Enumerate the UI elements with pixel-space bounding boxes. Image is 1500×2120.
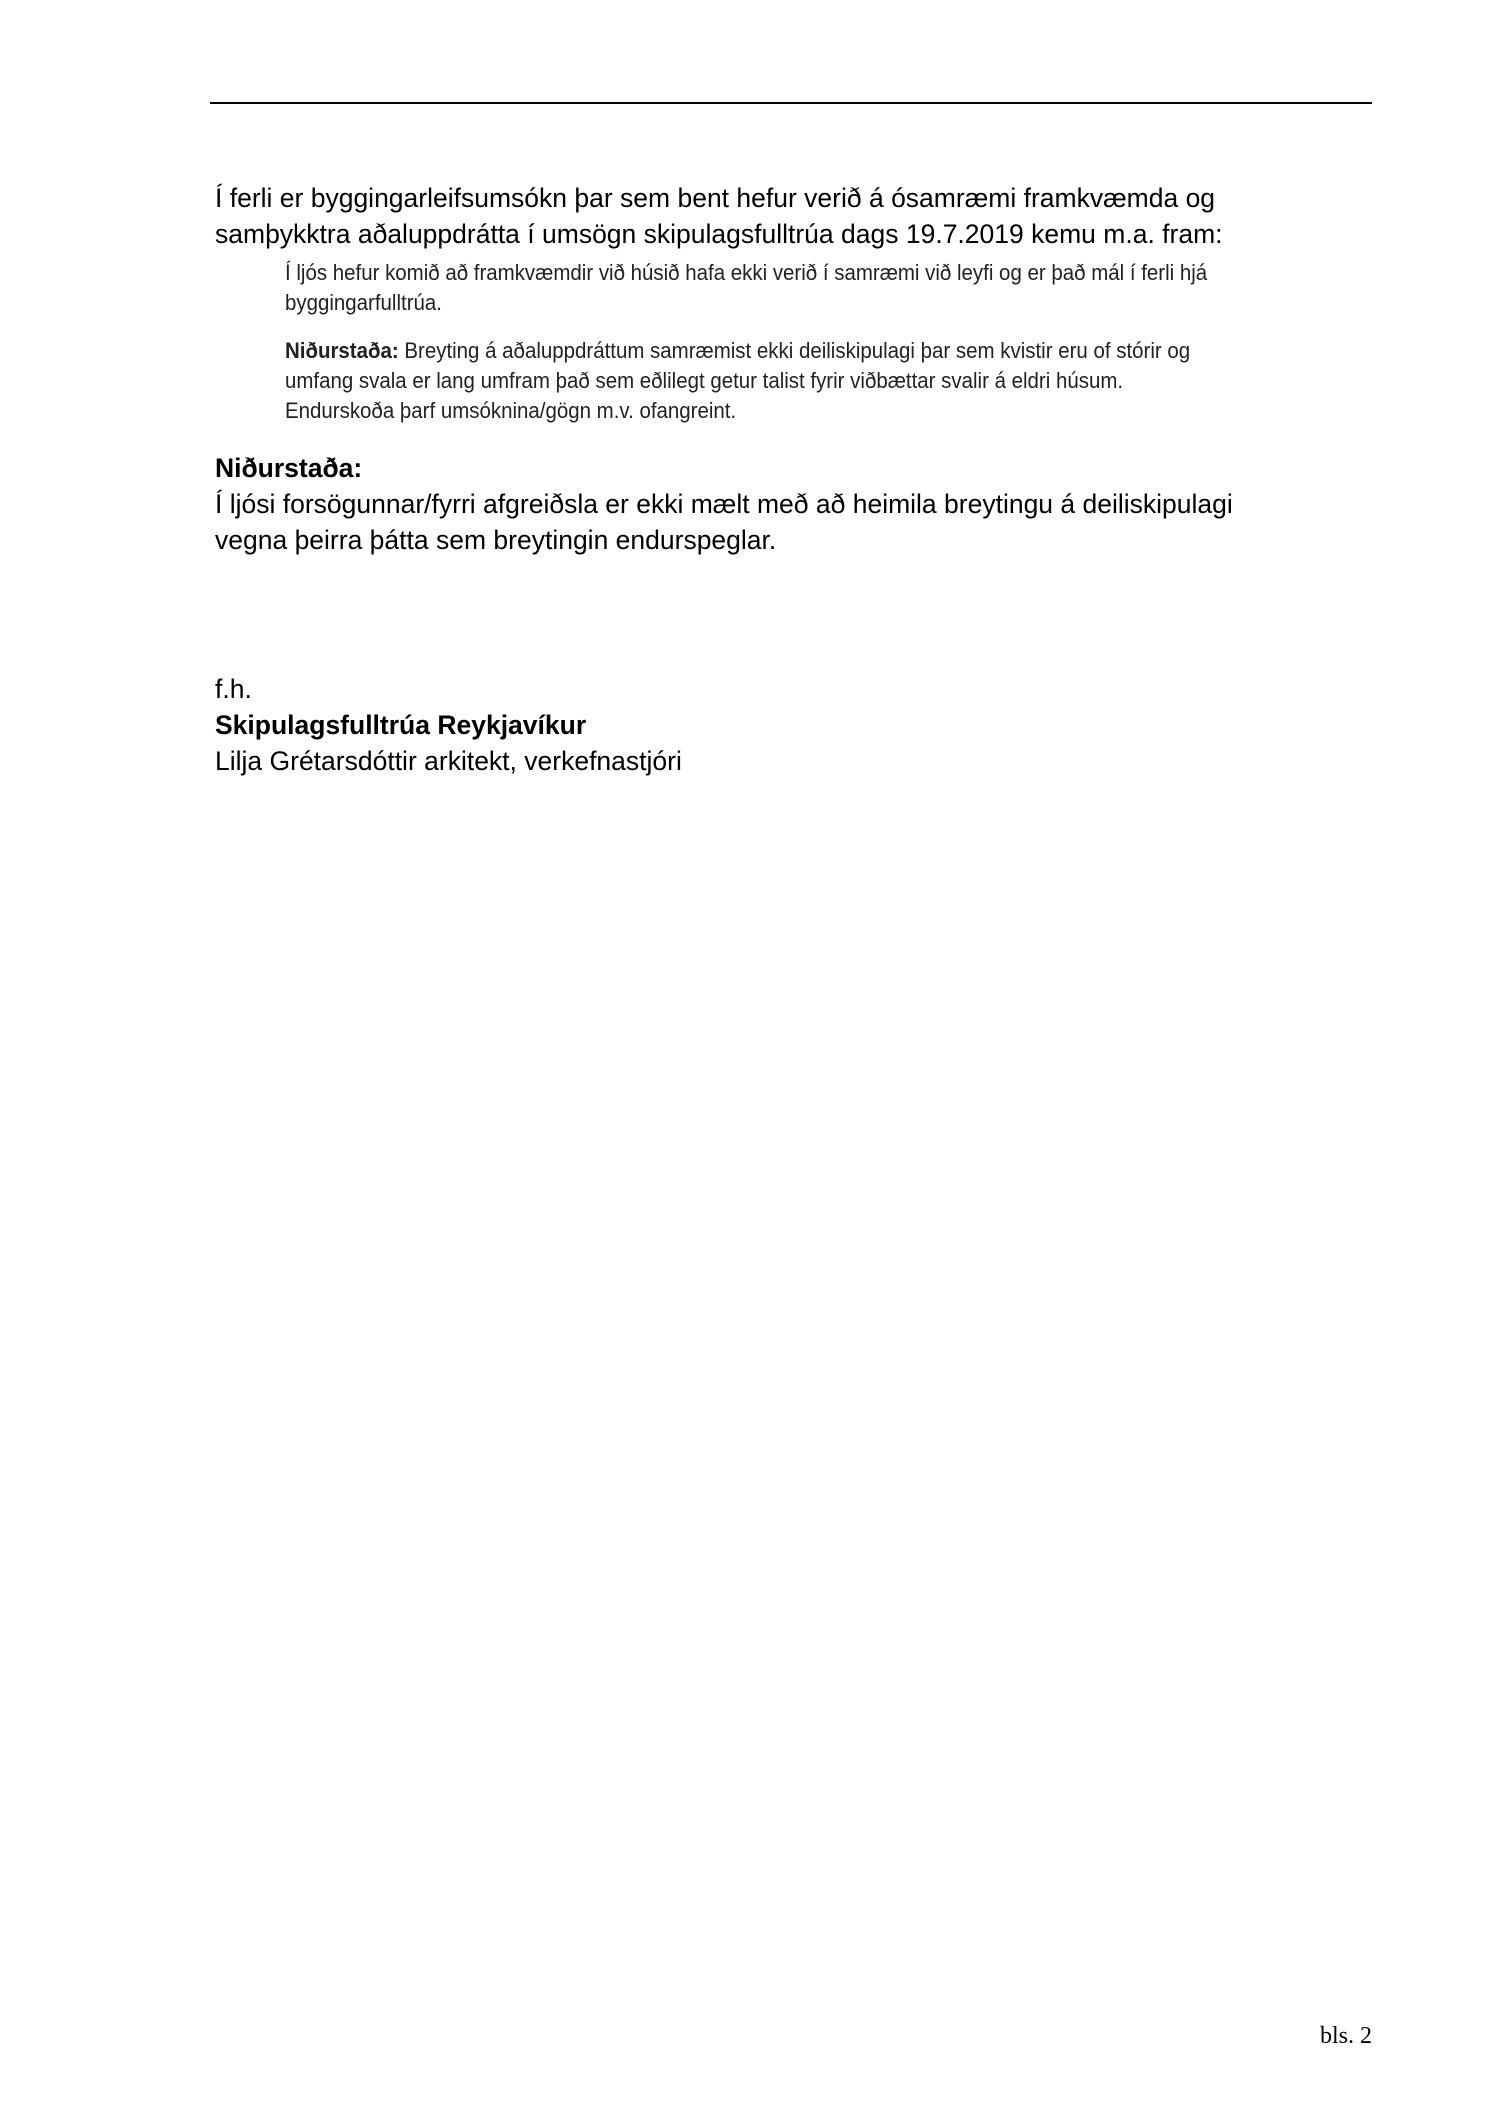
quote-p1-line-1: Í ljós hefur komið að framkvæmdir við húsið hafa ekki verið í samræmi við leyfi og er það mál í ferli hjá <box>285 260 1208 285</box>
conclusion-section <box>215 450 1375 558</box>
page-number: bls. 2 <box>1319 2023 1372 2049</box>
quote-p1-line-2: byggingarfulltrúa. <box>285 290 442 315</box>
intro-paragraph <box>215 180 1375 252</box>
header-rule <box>210 102 1372 104</box>
quote-label: Niðurstaða: <box>285 338 399 363</box>
quote-p2-line-2: umfang svala er lang umfram það sem eðlilegt getur talist fyrir viðbættar svalir á eldri húsum. <box>285 368 1124 393</box>
quote-paragraph-2 <box>285 336 1243 426</box>
signature-block <box>215 671 1375 779</box>
intro-line-1: Í ferli er byggingarleifsumsókn þar sem bent hefur verið á ósamræmi framkvæmda og <box>215 183 1216 213</box>
conclusion-line-2: vegna þeirra þátta sem breytingin endurspeglar. <box>215 525 777 555</box>
signature-office: Skipulagsfulltrúa Reykjavíkur <box>215 710 587 740</box>
intro-line-2: samþykktra aðaluppdrátta í umsögn skipulagsfulltrúa dags 19.7.2019 kemu m.a. fram: <box>215 219 1223 249</box>
quote-p2-line-1: Breyting á aðaluppdráttum samræmist ekki deiliskipulagi þar sem kvistir eru of stórir og <box>398 338 1191 363</box>
quote-paragraph-1 <box>285 258 1243 318</box>
signature-prefix: f.h. <box>215 674 252 704</box>
quoted-excerpt <box>285 258 1243 426</box>
signature-name: Lilja Grétarsdóttir arkitekt, verkefnastjóri <box>215 746 682 776</box>
conclusion-heading: Niðurstaða: <box>215 453 363 483</box>
conclusion-line-1: Í ljósi forsögunnar/fyrri afgreiðsla er ekki mælt með að heimila breytingu á deiliskipulagi <box>215 489 1233 519</box>
quote-p2-line-3: Endurskoða þarf umsóknina/gögn m.v. ofangreint. <box>285 398 737 423</box>
